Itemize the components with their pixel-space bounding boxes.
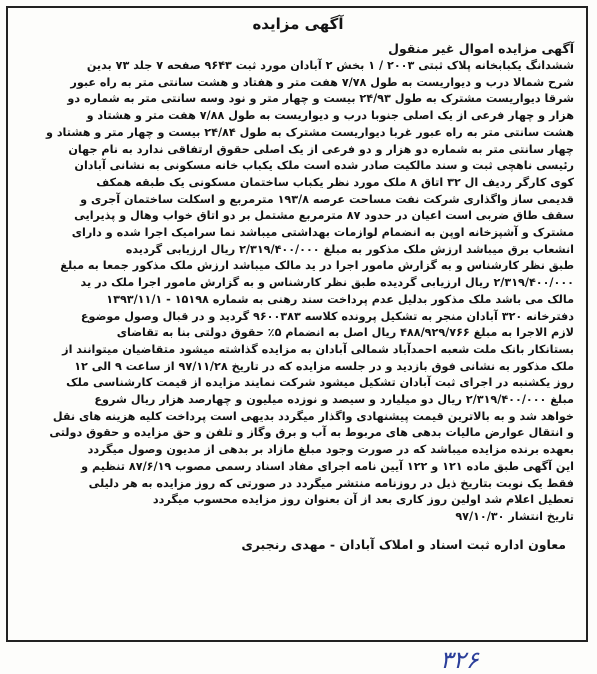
notice-body-line: ششدانگ یکبابخانه پلاک ثبتی ۲۰۰۳ / ۱ بخش ۲ آبادان مورد ثبت ۹۶۴۳ صفحه ۷ جلد ۷۳ بدین [86, 59, 574, 72]
handwritten-number: ۳۲۶ [440, 646, 479, 674]
notice-body-line: تعطیل اعلام شد اولین روز کاری بعد از آن بعنوان روز مزایده محسوب میگردد [152, 493, 574, 507]
notice-body-line: ۲/۳۱۹/۴۰۰/۰۰۰ ریال ارزیابی گردیده طبق نظر کارشناس و به گزارش مامور اجرا ملک در ید [80, 276, 574, 290]
notice-body-line: مبلغ ۲/۳۱۹/۴۰۰/۰۰۰ ریال دو میلیارد و سیصد و نوزده میلیون و چهارصد هزار ریال شروع [94, 393, 574, 407]
notice-body-line: لازم الاجرا به مبلغ ۴۸۸/۹۲۹/۷۶۶ ریال اصل به انضمام ۵٪ حقوق دولتی بنا به تقاضای [116, 326, 574, 340]
notice-body-line: ملک مذکور به نشانی فوق بازدید و در جلسه مزایده که در تاریخ ۹۷/۱۱/۲۸ از ساعت ۹ الی ۱۲ [74, 359, 574, 373]
notice-body-line: این آگهی طبق ماده ۱۲۱ و ۱۲۲ آیین نامه اجرای مفاد اسناد رسمی مصوب ۸۷/۶/۱۹ تنظیم و [81, 459, 574, 473]
notice-body-line: خواهد شد و به بالاترین قیمت پیشنهادی واگذار میگردد بدیهی است پرداخت کلیه هزینه های نقل [52, 409, 574, 423]
notice-body-line: شرح شمالا درب و دیواریست به طول ۷/۷۸ هفت متر و هفتاد و هشت سانتی متر به راه عبور [70, 75, 574, 89]
notice-body-line: هشت سانتی متر به راه عبور غربا دیواریست مشترک به طول ۲۴/۸۴ بیست و چهار متر و هشتاد و [45, 125, 574, 139]
notice-body-line: بعهده برنده مزایده میباشد که در صورت وجود مبلغ مازاد بر بدهی از مدیون وصول میگردد [87, 443, 574, 457]
notice-body-line: هزار و چهار فرعی از یک اصلی جنوبا درب و دیواریست به طول ۷/۸۸ هفت متر و هشتاد و [86, 109, 574, 123]
notice-body-line: قدیمی ساز واگذاری شرکت نفت مساحت عرصه ۱۹۳/۸ مترمربع و اسکلت ساختمان آجری و [80, 192, 574, 206]
notice-body-line: چهار سانتی متر به شماره دو هزار و دو فرعی از یک اصلی حقوق ارتفاقی ندارد به نام جهان [68, 142, 574, 156]
auction-notice [6, 6, 588, 642]
notice-body-line: فقط یک نوبت بتاریخ ذیل در روزنامه منتشر میگردد در صورتی که روز مزایده به هر دلیلی [88, 476, 574, 490]
notice-body-line: کوی کارگر ردیف ال ۳۲ اتاق ۸ ملک مورد نظر یکباب ساختمان مسکونی یک طبقه همکف [96, 175, 574, 189]
notice-body-line: دفترخانه ۳۲۰ آبادان منجر به تشکیل پرونده کلاسه ۹۶۰۰۳۸۳ گردید و در قبال وصول موضوع [80, 309, 574, 323]
notice-body [22, 58, 574, 526]
notice-title: آگهی مزایده [252, 15, 344, 33]
notice-body-line: بستانکار بانک ملت شعبه احمدآباد شمالی آبادان به مزایده گذاشته میشود متقاضیان میتوانند از [62, 342, 574, 356]
notice-body-line: و انتقال عوارض مالیات بدهی های مربوط به آب و برق وگاز و تلفن و حق مزایده و حقوق دولتی [49, 426, 574, 440]
notice-signature: معاون اداره ثبت اسناد و املاک آبادان - مهدی رنجبری [241, 536, 566, 552]
notice-body-line: مالک می باشد ملک مذکور بدلیل عدم پرداخت سند رهنی به شماره ۱۵۱۹۸ - ۱۳۹۳/۱۱/۱ [106, 292, 574, 306]
notice-body-line: طبق نظر کارشناس و به گزارش مامور اجرا در ید مالک میباشد ارزش ملک مذکور جمعا به مبلغ [60, 259, 574, 273]
notice-body-line: روز یکشنبه در اجرای ثبت آبادان تشکیل میشود شرکت نمایند مزایده از قیمت کارشناسی ملک [66, 376, 574, 390]
notice-body-line: شرقا دیواریست مشترک به طول ۲۴/۹۳ بیست و چهار متر و نود وسه سانتی متر به شماره دو [67, 92, 574, 106]
notice-body-line: مشترک و آشپزخانه اوپن به انضمام لوازمات بهداشتی میباشد نما سرامیک اجرا شده و دارای [71, 226, 574, 240]
notice-body-line: رئیسی ناهچی ثبت و سند مالکیت صادر شده است ملک یکباب خانه مسکونی به نشانی آبادان [74, 159, 574, 173]
notice-subtitle: آگهی مزایده اموال غیر منقول [388, 41, 574, 56]
notice-body-line: سقف طاق ضربی است اعیان در حدود ۸۷ مترمربع مشتمل بر دو اتاق خواب وهال و پذیرایی [74, 209, 574, 223]
notice-body-line: انشعاب برق میباشد ارزش ملک مذکور به مبلغ ۲/۳۱۹/۴۰۰/۰۰۰ ریال ارزیابی گردیده [125, 242, 574, 256]
notice-body-line: تاریخ انتشار ۹۷/۱۰/۳۰ [455, 509, 574, 523]
